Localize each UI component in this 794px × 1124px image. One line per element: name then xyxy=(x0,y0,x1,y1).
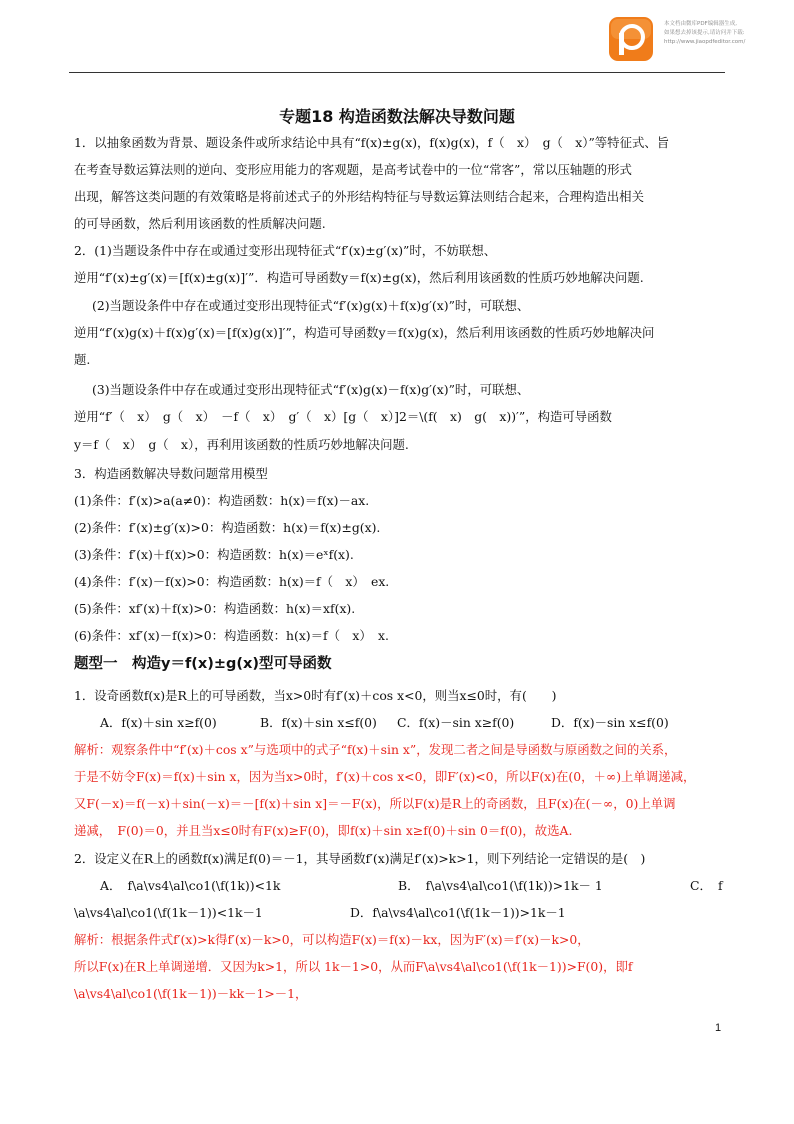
section-heading: 题型一 构造y＝f(x)±g(x)型可导函数 xyxy=(74,656,332,672)
option-c: C．f(x)－sin x≥f(0) xyxy=(397,715,515,730)
ad-line: 本文档由微库PDF编辑器生成, xyxy=(664,21,737,27)
paragraph-line: 出现，解答这类问题的有效策略是将前述式子的外形结构特征与导数运算法则结合起来，合理构造出相关 xyxy=(74,189,644,204)
page-number: 1 xyxy=(715,1022,722,1034)
question-stem: 2．设定义在R上的函数f(x)满足f(0)＝－1，其导函数f′(x)满足f′(x)>k>1，则下列结论一定错误的是( ) xyxy=(74,851,646,866)
option-c-continued: \a\vs4\al\co1(\f(1k－1))<1k－1 xyxy=(74,905,263,920)
paragraph-line: (2)当题设条件中存在或通过变形出现特征式“f′(x)g(x)＋f(x)g′(x)”时，可联想、 xyxy=(92,298,530,313)
model-item: (1)条件：f′(x)>a(a≠0)：构造函数：h(x)＝f(x)－ax. xyxy=(74,493,370,508)
model-item: (4)条件：f′(x)－f(x)>0：构造函数：h(x)＝f（ x） ex. xyxy=(74,574,390,589)
paragraph-line: 逆用“f′(x)±g′(x)＝[f(x)±g(x)]′”．构造可导函数y＝f(x)±g(x)，然后利用该函数的性质巧妙地解决问题. xyxy=(74,270,644,285)
paragraph-line: (3)当题设条件中存在或通过变形出现特征式“f′(x)g(x)－f(x)g′(x)”时，可联想、 xyxy=(92,382,530,397)
option-a: A．f(x)＋sin x≥f(0) xyxy=(100,715,217,730)
option-c: C． f xyxy=(690,878,723,893)
document-title: 专题18 构造函数法解决导数问题 xyxy=(279,107,515,126)
paragraph-line: 逆用“f′(x)g(x)＋f(x)g′(x)＝[f(x)g(x)]′”，构造可导函数y＝f(x)g(x)，然后利用该函数的性质巧妙地解决问 xyxy=(74,325,655,340)
paragraph-line: 题. xyxy=(74,352,91,367)
solution-line: 所以F(x)在R上单调递增．又因为k>1，所以 1k－1>0，从而F\a\vs4\al\co1(\f(1k－1))>F(0)，即f xyxy=(74,959,633,974)
header-rule xyxy=(69,72,725,73)
paragraph-line: y＝f（ x） g（ x），再利用该函数的性质巧妙地解决问题. xyxy=(74,437,409,452)
solution-line: 解析：观察条件中“f′(x)＋cos x”与选项中的式子“f(x)＋sin x”，发现二者之间是导函数与原函数之间的关系， xyxy=(74,742,677,757)
paragraph-line: 1．以抽象函数为背景、题设条件或所求结论中具有“f(x)±g(x)，f(x)g(x)，f（ x） g（ x）”等特征式、旨 xyxy=(74,135,670,150)
solution-line: 于是不妨令F(x)＝f(x)＋sin x，因为当x>0时，f′(x)＋cos x<0，即F′(x)<0，所以F(x)在(0，＋∞)上单调递减， xyxy=(74,769,696,784)
paragraph-line: 在考查导数运算法则的逆向、变形应用能力的客观题，是高考试卷中的一位“常客”，常以压轴题的形式 xyxy=(74,162,632,177)
watermark-notice xyxy=(664,20,788,47)
model-item: (2)条件：f′(x)±g′(x)>0：构造函数：h(x)＝f(x)±g(x). xyxy=(74,520,381,535)
option-d: D．f(x)－sin x≤f(0) xyxy=(551,715,669,730)
option-b: B．f(x)＋sin x≤f(0) xyxy=(260,715,377,730)
option-a: A． f\a\vs4\al\co1(\f(1k))<1k xyxy=(100,878,281,893)
model-item: (6)条件：xf′(x)－f(x)>0：构造函数：h(x)＝f（ x） x. xyxy=(74,628,389,643)
pdf-editor-logo xyxy=(607,15,655,63)
option-d: D．f\a\vs4\al\co1(\f(1k－1))>1k－1 xyxy=(350,905,566,920)
solution-line: 递减， F(0)＝0，并且当x≤0时有F(x)≥F(0)，即f(x)＋sin x≥f(0)＋sin 0＝f(0)，故选A. xyxy=(74,823,573,838)
question-stem: 1．设奇函数f(x)是R上的可导函数，当x>0时有f′(x)＋cos x<0，则当x≤0时，有( ) xyxy=(74,688,557,703)
paragraph-line: 的可导函数，然后利用该函数的性质解决问题. xyxy=(74,216,326,231)
model-item: (5)条件：xf′(x)＋f(x)>0：构造函数：h(x)＝xf(x). xyxy=(74,601,356,616)
ad-link[interactable]: http://www.jiaopdfeditor.com/ xyxy=(664,39,746,45)
solution-line: \a\vs4\al\co1(\f(1k－1))－kk－1>－1， xyxy=(74,986,308,1001)
models-heading: 3．构造函数解决导数问题常用模型 xyxy=(74,466,268,481)
solution-line: 又F(－x)＝f(－x)＋sin(－x)＝－[f(x)＋sin x]＝－F(x)，所以F(x)是R上的奇函数，且F(x)在(－∞，0)上单调 xyxy=(74,796,676,811)
option-b: B． f\a\vs4\al\co1(\f(1k))>1k－ 1 xyxy=(398,878,603,893)
paragraph-line: 逆用“f′（ x） g（ x） －f（ x） g′（ x）[g（ x）]2＝\(f( x) g( x))′”，构造可导函数 xyxy=(74,409,612,424)
ad-line: 如果想去掉该提示,请访问并下载: xyxy=(664,30,745,36)
paragraph-line: 2．(1)当题设条件中存在或通过变形出现特征式“f′(x)±g′(x)”时，不妨联想、 xyxy=(74,243,497,258)
solution-line: 解析：根据条件式f′(x)>k得f′(x)－k>0，可以构造F(x)＝f(x)－kx，因为F′(x)＝f′(x)－k>0， xyxy=(74,932,590,947)
model-item: (3)条件：f′(x)＋f(x)>0：构造函数：h(x)＝eˣf(x). xyxy=(74,547,354,562)
